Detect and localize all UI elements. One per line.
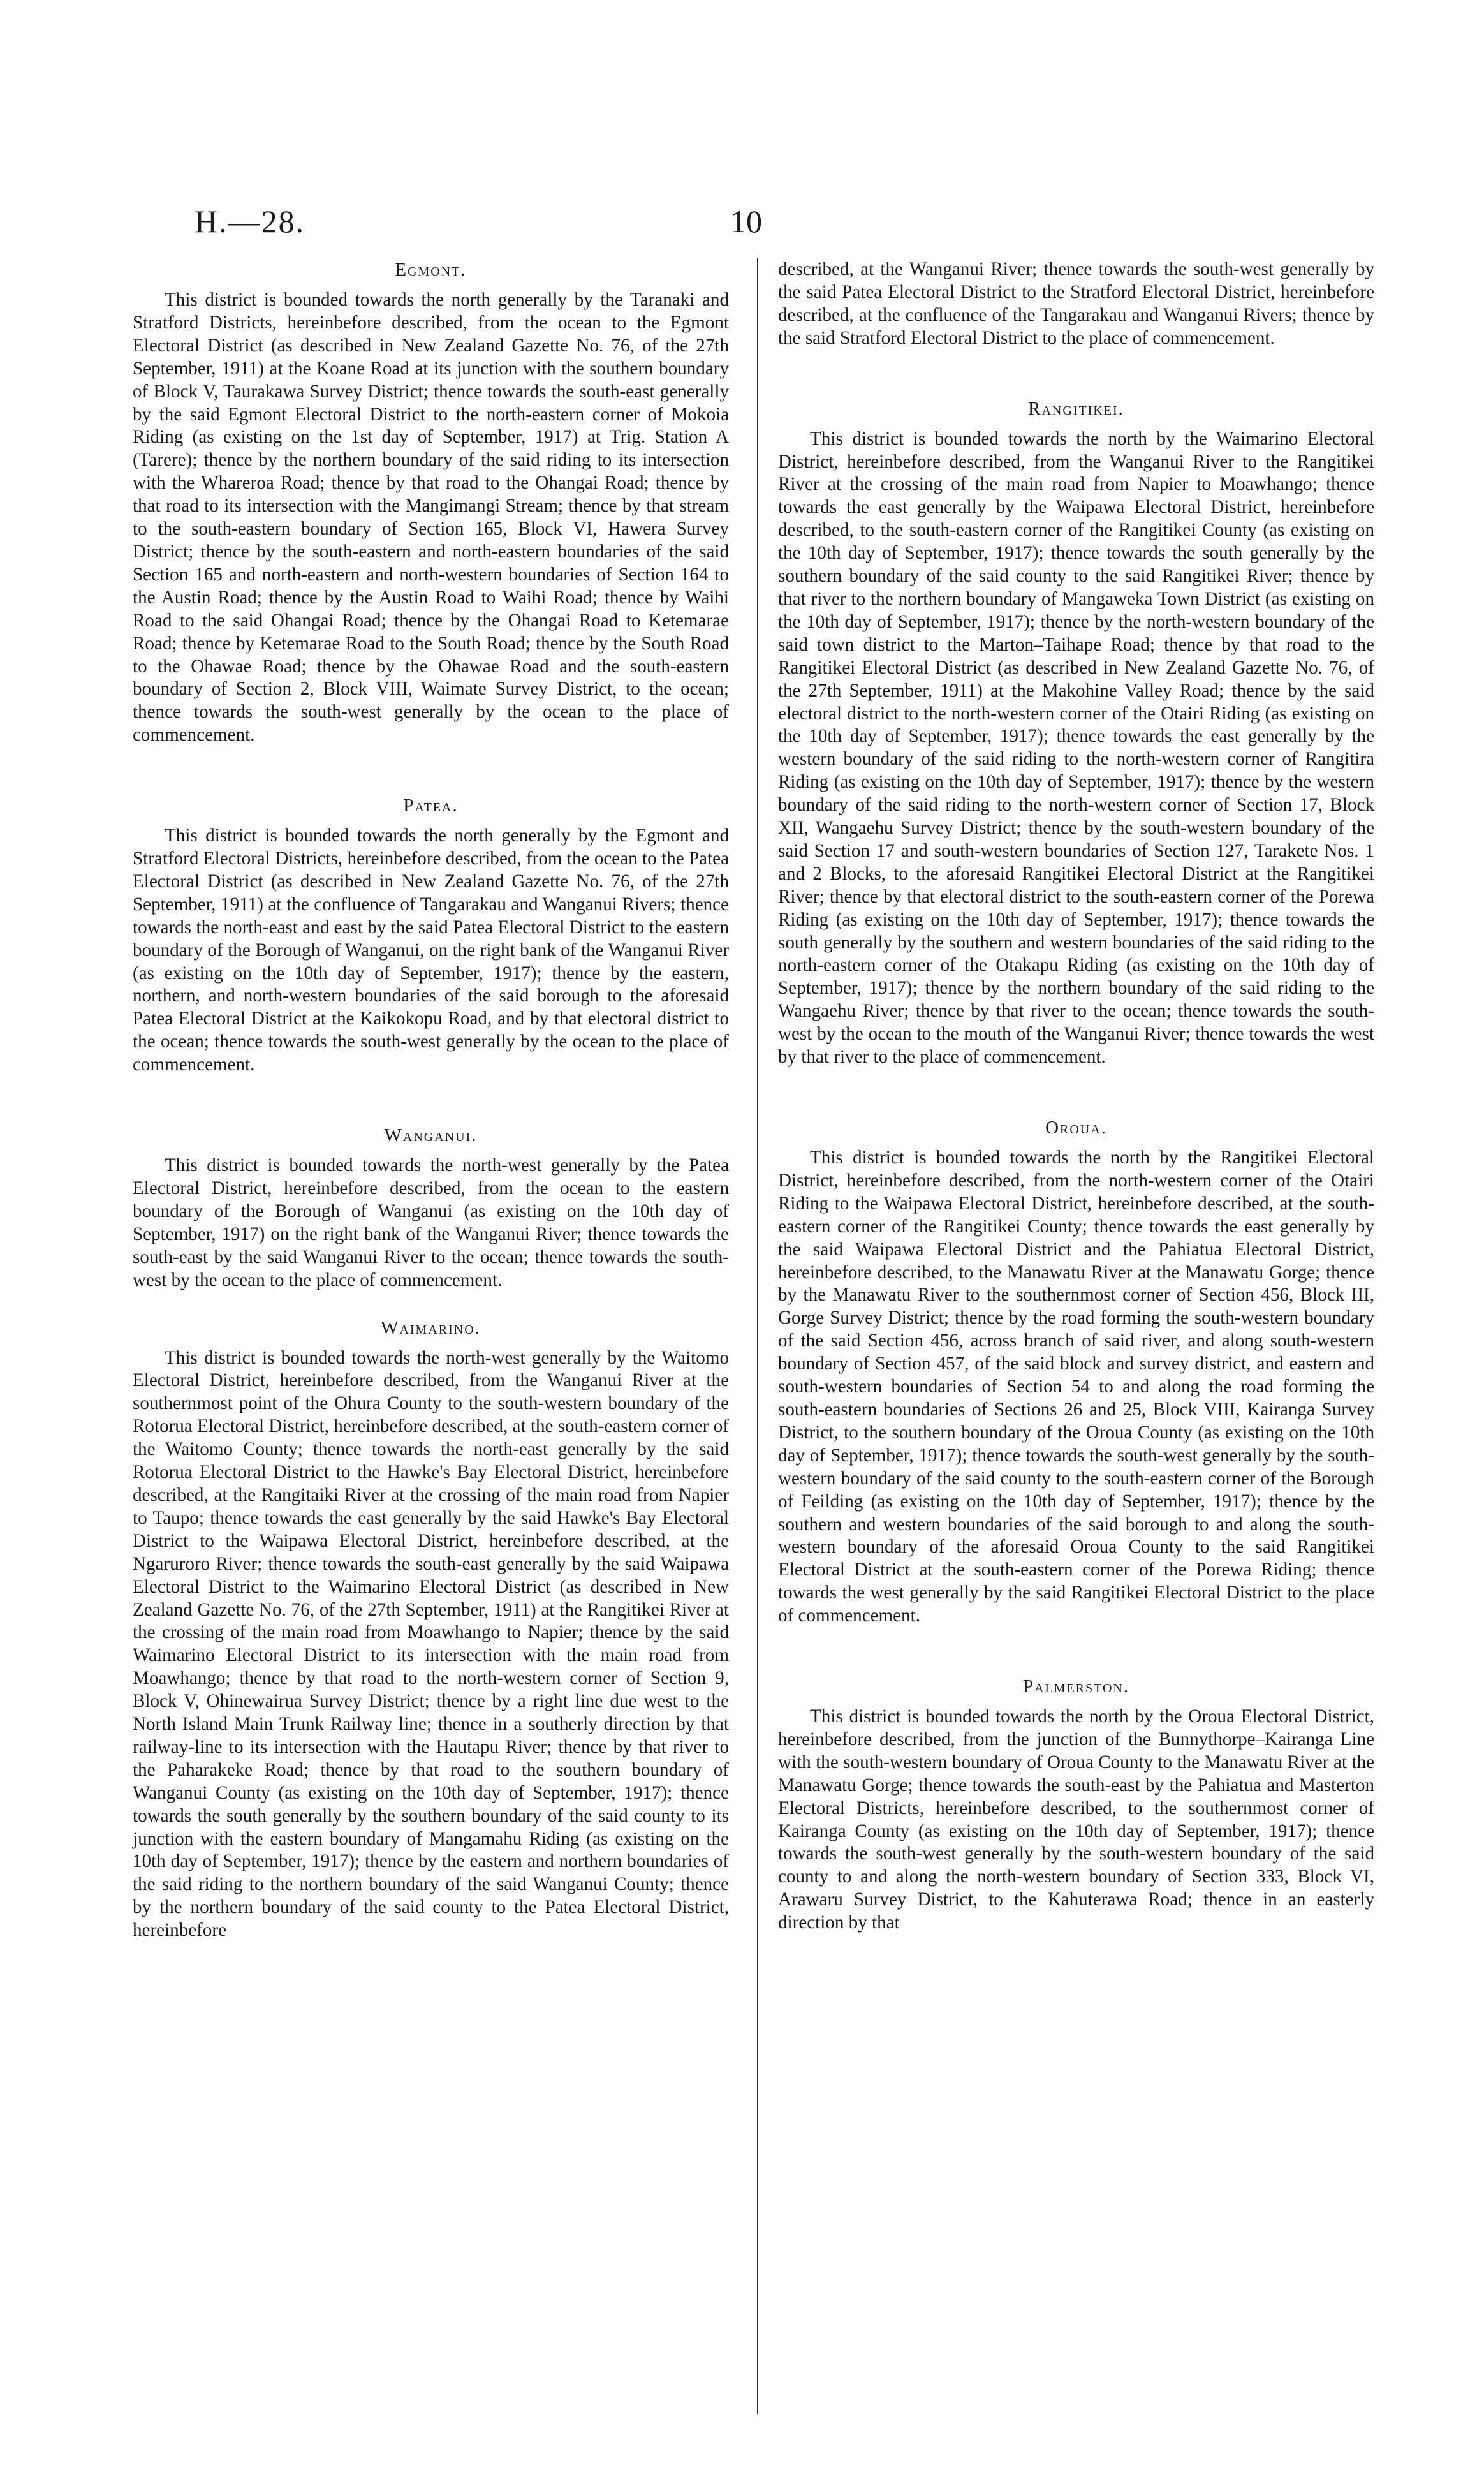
section-rangitikei: [778, 397, 1374, 1069]
text-wanganui: This district is bounded towards the north-west generally by the Patea Electoral District, hereinbefore described, from the ocean to the eastern boundary of the Borough of Wanganui (as existing on the 10th day of September, 1917) on the right bank of the Wanganui River; thence towards the south-east by the said Wanganui River to the ocean; thence towards the south-west by the ocean to the place of commencement.: [133, 1155, 729, 1290]
heading-egmont: Egmont.: [395, 260, 467, 280]
right-column: [778, 258, 1374, 1959]
section-waimarino: [133, 1317, 729, 1943]
heading-palmerston: Palmerston.: [1022, 1676, 1130, 1697]
section-patea: [133, 794, 729, 1077]
text-oroua: This district is bounded towards the north by the Rangitikei Electoral District, hereinbefore described, from the north-western corner of the Otairi Riding to the Waipawa Electoral District, hereinbefore described, at the south-eastern corner of the Rangitikei County; thence towards the east generally by the said Waipawa Electoral District and the Pahiatua Electoral District, hereinbefore described, to the Manawatu River at the Manawatu Gorge; thence by the Manawatu River to the southernmost corner of Section 456, Block III, Gorge Survey District; thence by the road forming the south-western boundary of the said Section 456, across branch of said river, and along south-western boundary of Section 457, of the said block and survey district, and eastern and south-western boundaries of Section 54 to and along the road forming the south-eastern boundaries of Sections 26 and 25, Block VIII, Kairanga Survey District, to the southern boundary of the Oroua County (as existing on the 10th day of September, 1917); thence towards the south-west generally by the south-western boundary of the said county to the south-eastern corner of the Borough of Feilding (as existing on the 10th day of September, 1917); thence by the southern and western boundaries of the said borough to and along the south-western boundary of the aforesaid Oroua County to the said Rangitikei Electoral District at the south-eastern corner of the Porewa Riding; thence towards the west generally by the said Rangitikei Electoral District to the place of commencement.: [778, 1147, 1374, 1626]
section-wanganui: [133, 1124, 729, 1292]
text-egmont: This district is bounded towards the north generally by the Taranaki and Stratford Districts, hereinbefore described, from the ocean to the Egmont Electoral District (as described in New Zealand Gazette No. 76, of the 27th September, 1911) at the Koane Road at its junction with the southern boundary of Block V, Taurakawa Survey District; thence towards the south-east generally by the said Egmont Electoral District to the north-eastern corner of Mokoia Riding (as existing on the 1st day of September, 1917) at Trig. Station A (Tarere); thence by the northern boundary of the said riding to its intersection with the Whareroa Road; thence by that road to the Ohangai Road; thence by that road to its intersection with the Mangimangi Stream; thence by that stream to the south-eastern boundary of Section 165, Block VI, Hawera Survey District; thence by the south-eastern and north-eastern boundaries of the said Section 165 and north-eastern and north-western boundaries of Section 164 to the Austin Road; thence by the Austin Road to Waihi Road; thence by Waihi Road to the said Ohangai Road; thence by the Ohangai Road to Ketemarae Road; thence by Ketemarae Road to the South Road; thence by the South Road to the Ohawae Road; thence by the Ohawae Road and the south-eastern boundary of Section 2, Block VIII, Waimate Survey District, to the ocean; thence towards the south-west generally by the ocean to the place of commencement.: [133, 290, 729, 746]
section-egmont: [133, 258, 729, 747]
heading-wanganui: Wanganui.: [384, 1125, 478, 1146]
text-palmerston: This district is bounded towards the north by the Oroua Electoral District, hereinbefore described, from the junction of the Bunnythorpe–Kairanga Line with the south-western boundary of Oroua County to the Manawatu River at the Manawatu Gorge; thence towards the south-east by the Pahiatua and Masterton Electoral Districts, hereinbefore described, to the southernmost corner of Kairanga County (as existing on the 10th day of September, 1917); thence towards the south-west generally by the south-western boundary of the said county to and along the north-western boundary of Section 333, Block VI, Arawaru Survey District, to the Kahuterawa Road; thence in an easterly direction by that: [778, 1706, 1374, 1933]
heading-rangitikei: Rangitikei.: [1028, 398, 1124, 419]
heading-patea: Patea.: [403, 795, 459, 816]
text-waimarino: This district is bounded towards the north-west generally by the Waitomo Electoral District, hereinbefore described, from the Wanganui River at the southernmost point of the Ohura County to the south-western boundary of the Rotorua Electoral District, hereinbefore described, at the south-eastern corner of the Waitomo County; thence towards the north-east generally by the said Rotorua Electoral District to the Hawke's Bay Electoral District, hereinbefore described, at the Rangitaiki River at the crossing of the main road from Napier to Taupo; thence towards the east generally by the said Hawke's Bay Electoral District to the Waipawa Electoral District, hereinbefore described, at the Ngaruroro River; thence towards the south-east generally by the said Waipawa Electoral District to the Waimarino Electoral District (as described in New Zealand Gazette No. 76, of the 27th September, 1911) at the Rangitikei River at the crossing of the main road from Moawhango to Napier; thence by the said Waimarino Electoral District to its intersection with the main road from Moawhango; thence by that road to the north-western corner of Section 9, Block V, Ohinewairua Survey District; thence by a right line due west to the North Island Main Trunk Railway line; thence in a southerly direction by that railway-line to its intersection with the Hautapu River; thence by that river to the Paharakeke Road; thence by that road to the southern boundary of Wanganui County (as existing on the 10th day of September, 1917); thence towards the south generally by the southern boundary of the said county to its junction with the eastern boundary of Mangamahu Riding (as existing on the 10th day of September, 1917); thence by the eastern and northern boundaries of the said riding to the northern boundary of the said Wanganui County; thence by the northern boundary of the said county to the Patea Electoral District, hereinbefore: [133, 1347, 729, 1941]
section-palmerston: [778, 1675, 1374, 1935]
page-number: 10: [730, 203, 762, 239]
text-waimarino-continued: described, at the Wanganui River; thence towards the south-west generally by the said Patea Electoral District to the Stratford Electoral District, hereinbefore described, at the confluence of the Tangarakau and Wanganui Rivers; thence by the said Stratford Electoral District to the place of commencement.: [778, 259, 1374, 348]
text-rangitikei: This district is bounded towards the north by the Waimarino Electoral District, hereinbefore described, from the Wanganui River to the Rangitikei River at the crossing of the main road from Napier to Moawhango; thence towards the east generally by the Waipawa Electoral District, hereinbefore described, to the south-eastern corner of the Rangitikei County (as existing on the 10th day of September, 1917); thence towards the south generally by the southern boundary of the said county to the said Rangitikei River; thence by that river to the northern boundary of Mangaweka Town District (as existing on the 10th day of September, 1917); thence by the north-western boundary of the said town district to the Marton–Taihape Road; thence by that road to the Rangitikei Electoral District (as described in New Zealand Gazette No. 76, of the 27th September, 1911) at the Makohine Valley Road; thence by the said electoral district to the north-western corner of the Otairi Riding (as existing on the 10th day of September, 1917); thence towards the east generally by the western boundary of the said riding to the north-western corner of Rangitira Riding (as existing on the 10th day of September, 1917); thence by the western boundary of the said riding to the north-western corner of Section 17, Block XII, Wangaehu Survey District; thence by the south-western boundary of the said Section 17 and south-western boundaries of Section 127, Tarakete Nos. 1 and 2 Blocks, to the aforesaid Rangitikei Electoral District at the Rangitikei River; thence by that electoral district to the south-eastern corner of the Porewa Riding (as existing on the 10th day of September, 1917); thence towards the south generally by the southern and western boundaries of the said riding to the north-eastern corner of the Otakapu Riding (as existing on the 10th day of September, 1917); thence by the northern boundary of the said riding to the Wangaehu River; thence by that river to the ocean; thence towards the south-west by the ocean to the mouth of the Wanganui River; thence towards the west by that river to the place of commencement.: [778, 428, 1374, 1068]
section-oroua: [778, 1116, 1374, 1628]
left-column: [133, 258, 729, 1966]
document-id: H.—28.: [195, 203, 305, 239]
heading-oroua: Oroua.: [1045, 1117, 1107, 1138]
column-divider: [757, 258, 758, 2414]
section-waimarino-continued: [778, 258, 1374, 350]
text-patea: This district is bounded towards the north generally by the Egmont and Stratford Electoral Districts, hereinbefore described, from the ocean to the Patea Electoral District (as described in New Zealand Gazette No. 76, of the 27th September, 1911) at the confluence of Tangarakau and Wanganui Rivers; thence towards the north-east and east by the said Patea Electoral District to the eastern boundary of the Borough of Wanganui, on the right bank of the Wanganui River (as existing on the 10th day of September, 1917); thence by the eastern, northern, and north-western boundaries of the said borough to the aforesaid Patea Electoral District at the Kaikokopu Road, and by that electoral district to the ocean; thence towards the south-west generally by the ocean to the place of commencement.: [133, 825, 729, 1075]
heading-waimarino: Waimarino.: [381, 1317, 481, 1338]
